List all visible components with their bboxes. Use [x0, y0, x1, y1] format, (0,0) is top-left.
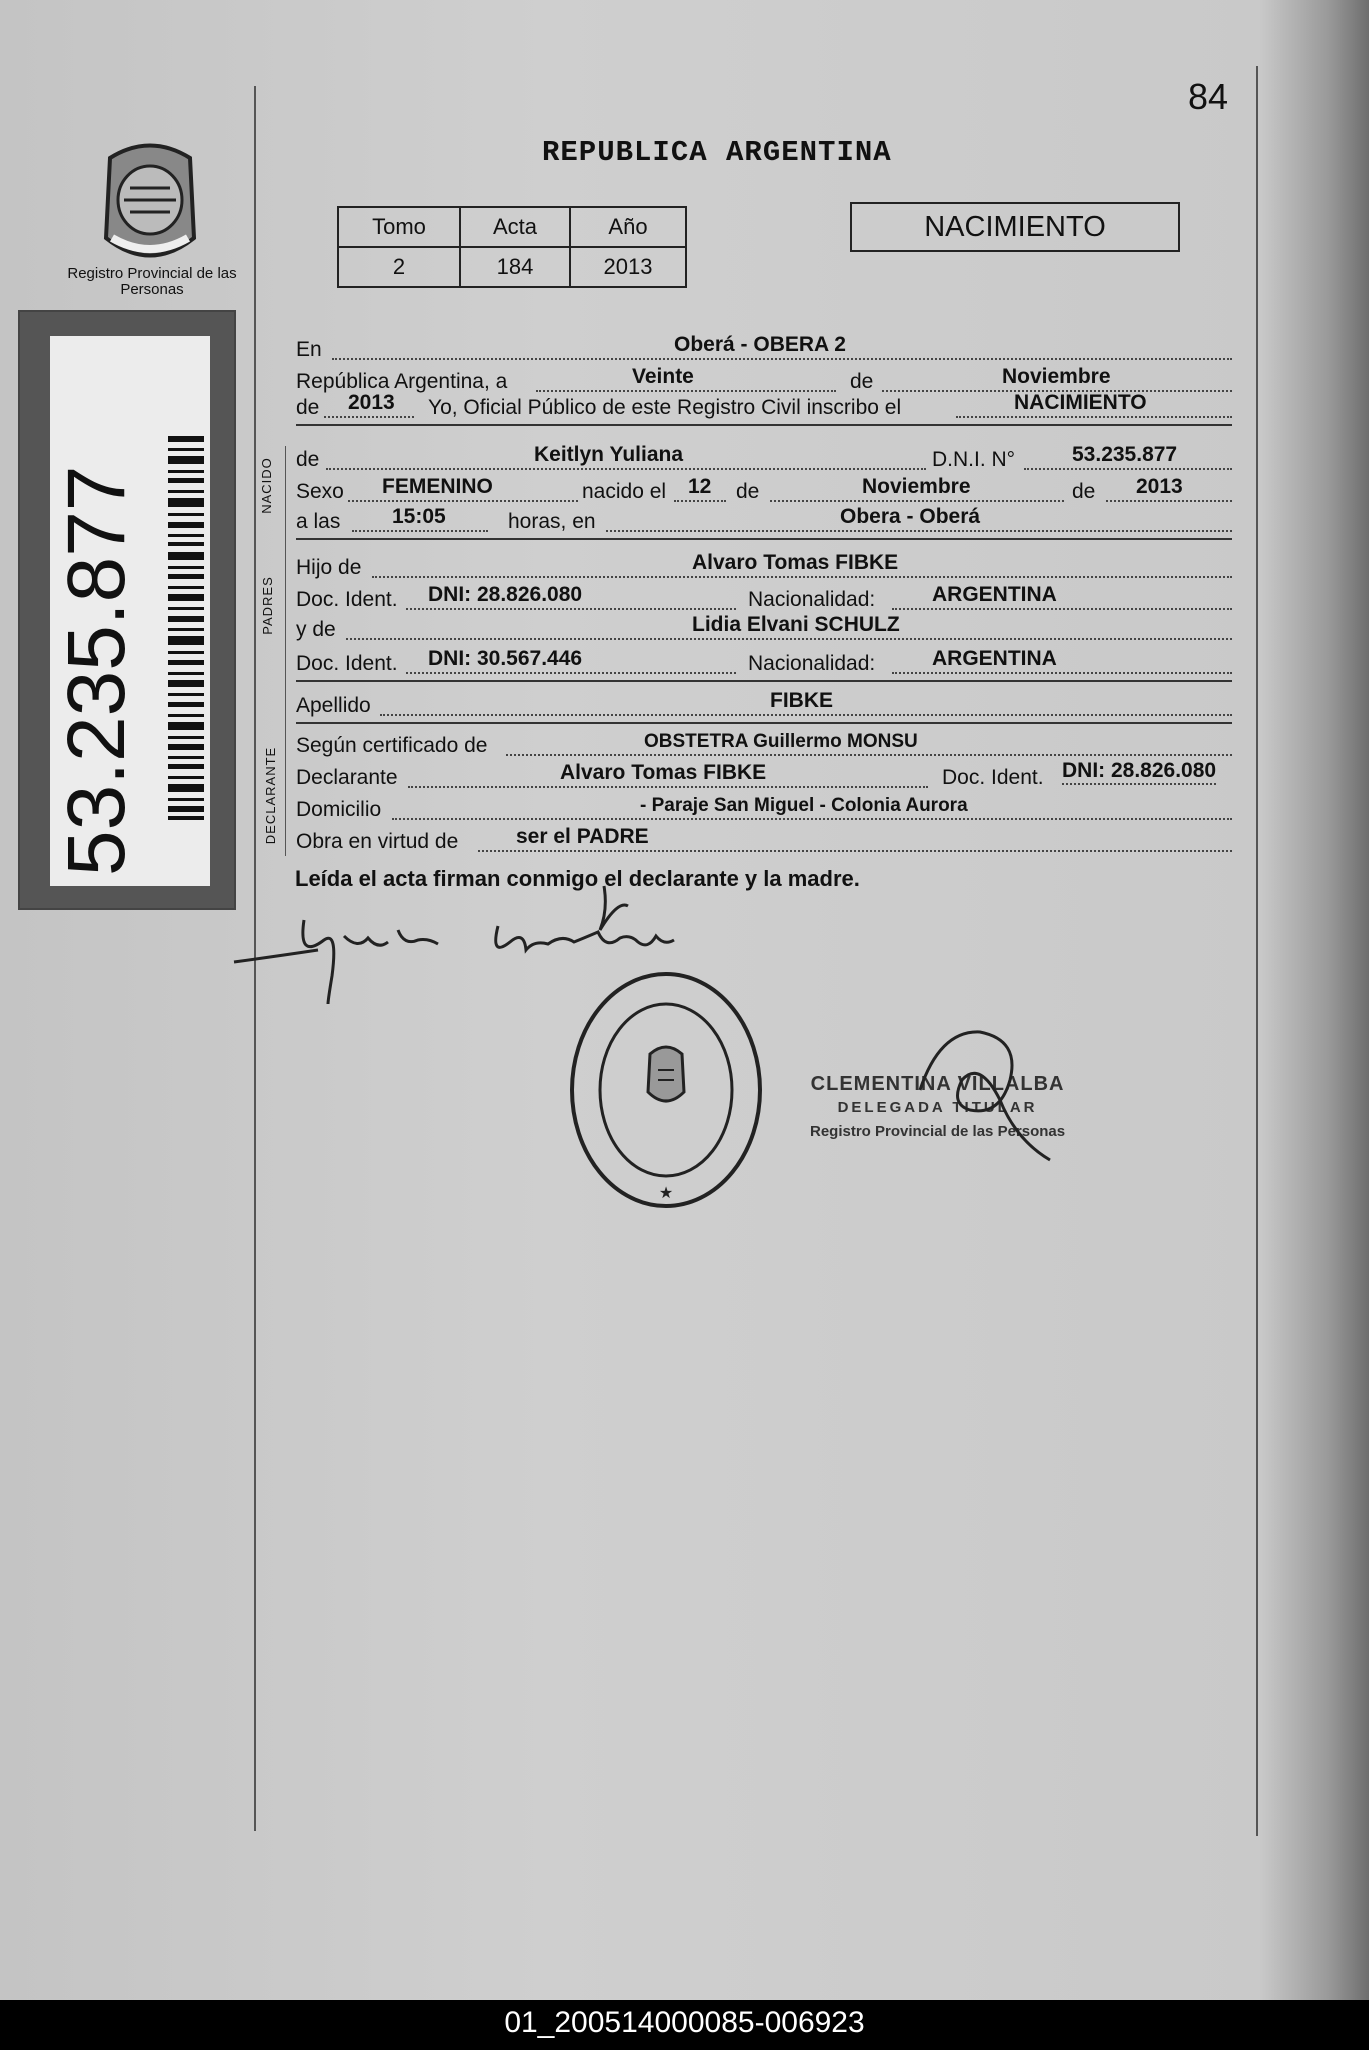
oficial-text: Yo, Oficial Público de este Registro Civil inscribo el	[428, 396, 902, 419]
doc2-label: Doc. Ident.	[296, 652, 398, 675]
side-label-declarante: DECLARANTE	[263, 746, 279, 845]
header-tomo: Tomo	[338, 207, 460, 247]
alas-label: a las	[296, 510, 341, 533]
row-segun	[296, 730, 1232, 760]
province-seal-icon	[90, 138, 210, 268]
doc1-value: DNI: 28.826.080	[428, 583, 583, 606]
side-label-padres: PADRES	[259, 576, 275, 635]
dni-value: 53.235.877	[1072, 443, 1178, 466]
madre-value: Lidia Elvani SCHULZ	[692, 613, 900, 636]
apellido-label: Apellido	[296, 694, 371, 717]
obra-label: Obra en virtud de	[296, 830, 459, 853]
value-acta: 184	[460, 247, 570, 287]
row-obra	[296, 826, 1232, 856]
hora-value: 15:05	[392, 505, 446, 528]
domicilio-value: - Paraje San Miguel - Colonia Aurora	[640, 795, 968, 816]
record-type-box: NACIMIENTO	[850, 202, 1180, 252]
row-nombre	[296, 444, 1232, 474]
sexo-label: Sexo	[296, 480, 344, 503]
row-hora	[296, 506, 1232, 536]
mes-value: Noviembre	[1002, 365, 1111, 388]
svg-text:★: ★	[658, 1185, 674, 1202]
side-label-nacido: NACIDO	[258, 457, 274, 514]
nacido-label: nacido el	[582, 480, 667, 503]
de5-label: de	[1072, 480, 1096, 503]
padre-value: Alvaro Tomas FIBKE	[692, 551, 899, 574]
registry-table	[337, 206, 687, 288]
header-acta: Acta	[460, 207, 570, 247]
row-doc-padre	[296, 584, 1232, 614]
doc3-value: DNI: 28.826.080	[1062, 759, 1216, 785]
dni-number-vertical: 53.235.877	[51, 465, 142, 876]
official-office: Registro Provincial de las Personas	[810, 1123, 1066, 1140]
nac2-label: Nacionalidad:	[748, 652, 876, 675]
nombre-value: Keitlyn Yuliana	[534, 443, 683, 466]
official-stamp-icon	[568, 970, 764, 1210]
row-doc-madre	[296, 648, 1232, 678]
closing-text: Leída el acta firman conmigo el declarante y la madre.	[295, 866, 860, 891]
dni-label: D.N.I. N°	[932, 448, 1016, 471]
section-divider-line	[285, 446, 286, 856]
domicilio-label: Domicilio	[296, 798, 382, 821]
sexo-value: FEMENINO	[382, 475, 493, 498]
declarante-value: Alvaro Tomas FIBKE	[560, 761, 767, 784]
official-title: DELEGADA TITULAR	[837, 1099, 1038, 1116]
nacido-anio: 2013	[1136, 475, 1183, 498]
segun-label: Según certificado de	[296, 734, 488, 757]
value-anio: 2013	[570, 247, 686, 287]
nac1-value: ARGENTINA	[932, 583, 1057, 606]
header-anio: Año	[570, 207, 686, 247]
page-number: 84	[1188, 76, 1229, 117]
de-label: de	[850, 370, 874, 393]
row-declarante	[296, 759, 1232, 792]
registry-name: Registro Provincial de las Personas	[67, 265, 237, 298]
en-label: En	[296, 338, 322, 361]
dni-barcode-panel	[18, 310, 236, 910]
official-signature	[900, 1020, 1070, 1170]
de2-label: de	[296, 396, 320, 419]
row-en	[296, 334, 1232, 364]
official-name: CLEMENTINA VILLALBA	[810, 1073, 1065, 1095]
doc2-value: DNI: 30.567.446	[428, 647, 583, 670]
value-tomo: 2	[338, 247, 460, 287]
footer-code: 01_200514000085-006923	[504, 2006, 865, 2039]
doc1-label: Doc. Ident.	[296, 588, 398, 611]
declarante-label: Declarante	[296, 766, 398, 789]
lugar-value: Obera - Oberá	[840, 505, 981, 528]
de3-label: de	[296, 448, 320, 471]
row-madre	[296, 614, 1232, 644]
row-padre	[296, 552, 1232, 582]
obra-value: ser el PADRE	[516, 825, 649, 848]
horas-label: horas, en	[508, 510, 596, 533]
inscribe-value: NACIMIENTO	[1014, 391, 1147, 414]
row-domicilio	[296, 794, 1232, 824]
en-value: Oberá - OBERA 2	[674, 333, 846, 356]
barcode-icon	[168, 436, 204, 820]
row-oficial	[296, 392, 1232, 422]
row-sexo	[296, 476, 1232, 506]
nacido-mes: Noviembre	[862, 475, 971, 498]
nacido-dia: 12	[688, 475, 712, 498]
document-title: REPUBLICA ARGENTINA	[542, 136, 892, 169]
apellido-value: FIBKE	[770, 689, 833, 712]
anio-value: 2013	[348, 391, 395, 414]
yde-label: y de	[296, 618, 336, 641]
nac2-value: ARGENTINA	[932, 647, 1057, 670]
hijo-label: Hijo de	[296, 556, 362, 579]
doc3-label: Doc. Ident.	[942, 766, 1044, 789]
republica-label: República Argentina, a	[296, 370, 508, 393]
dni-label-card	[50, 336, 210, 886]
dia-value: Veinte	[632, 365, 694, 388]
right-margin-line	[1256, 66, 1258, 1836]
nac1-label: Nacionalidad:	[748, 588, 876, 611]
de4-label: de	[736, 480, 760, 503]
row-apellido	[296, 690, 1232, 720]
segun-value: OBSTETRA Guillermo MONSU	[644, 731, 918, 752]
